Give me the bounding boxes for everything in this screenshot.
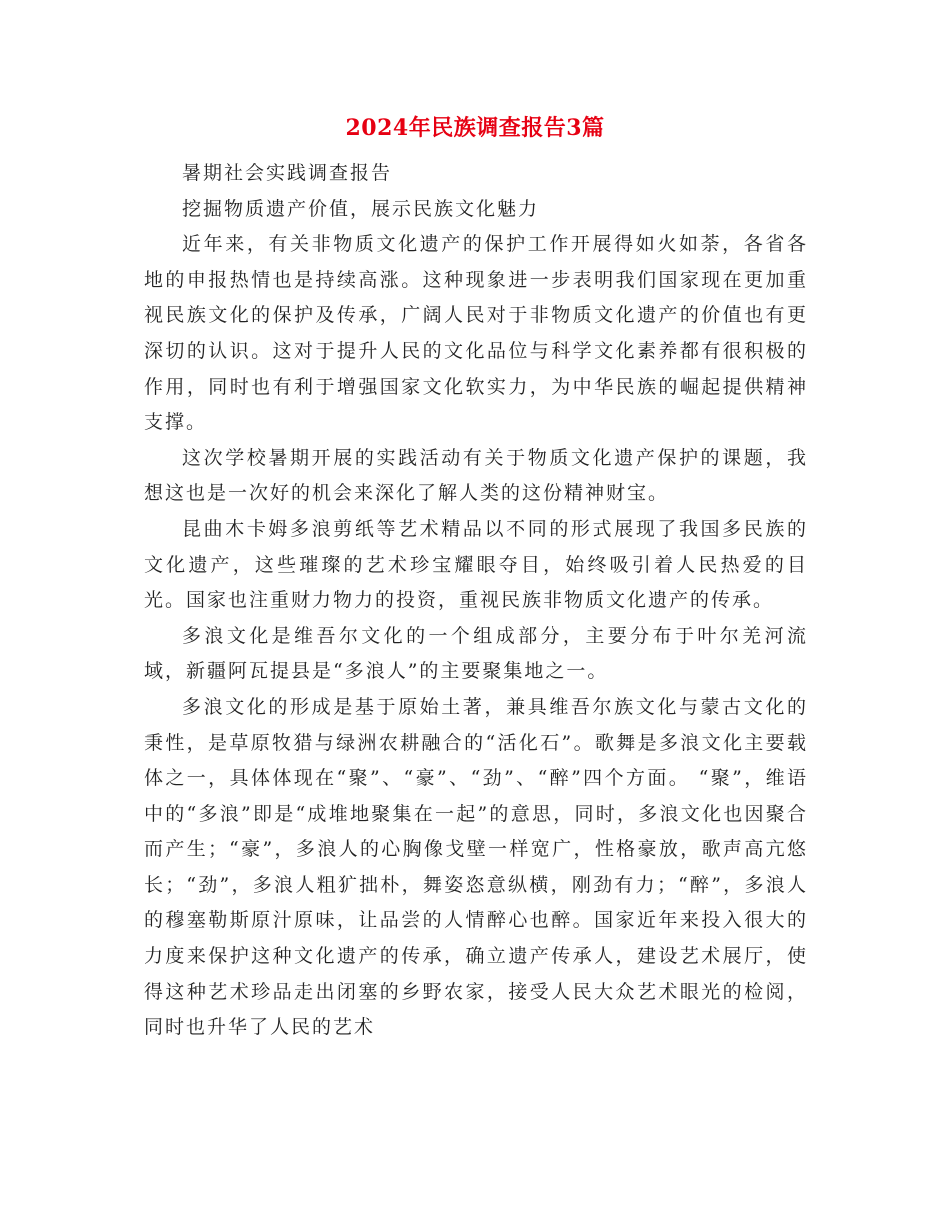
paragraph: 昆曲木卡姆多浪剪纸等艺术精品以不同的形式展现了我国多民族的文化遗产，这些璀璨的艺术珍宝耀眼夺目，始终吸引着人民热爱的目光。国家也注重财力物力的投资，重视民族非物质文化遗产的传承。 bbox=[144, 517, 808, 612]
paragraph: 多浪文化的形成是基于原始土著，兼具维吾尔族文化与蒙古文化的秉性，是草原牧猎与绿洲农耕融合的“活化石”。歌舞是多浪文化主要载体之一，具体体现在“聚”、“豪”、“劲”、“醉”四个方面。 “聚”，维语中的“多浪”即是“成堆地聚集在一起”的意思，同时，多浪文化也因聚合而产生；“豪”，多浪人的心胸像戈壁一样宽广，性格豪放，歌声高亢悠长；“劲”，多浪人粗犷拙朴，舞姿恣意纵横，刚劲有力；“醉”，多浪人的穆塞勒斯原汁原味，让品尝的人情醉心也醉。国家近年来投入很大的力度来保护这种文化遗产的传承，确立遗产传承人，建设艺术展厅，使得这种艺术珍品走出闭塞的乡野农家，接受人民大众艺术眼光的检阅，同时也升华了人民的艺术 bbox=[144, 695, 808, 1039]
document-title: 2024年民族调查报告3篇 bbox=[345, 115, 605, 141]
paragraph: 这次学校暑期开展的实践活动有关于物质文化遗产保护的课题，我想这也是一次好的机会来深化了解人类的这份精神财宝。 bbox=[144, 446, 808, 505]
paragraph: 近年来，有关非物质文化遗产的保护工作开展得如火如荼，各省各地的申报热情也是持续高涨。这种现象进一步表明我们国家现在更加重视民族文化的保护及传承，广阔人民对于非物质文化遗产的价值也有更深切的认识。这对于提升人民的文化品位与科学文化素养都有很积极的作用，同时也有利于增强国家文化软实力，为中华民族的崛起提供精神支撑。 bbox=[144, 233, 808, 434]
paragraph-subtitle: 暑期社会实践调查报告 bbox=[182, 162, 393, 184]
document-body bbox=[144, 156, 808, 1046]
paragraph: 多浪文化是维吾尔文化的一个组成部分，主要分布于叶尔羌河流域，新疆阿瓦提县是“多浪人”的主要聚集地之一。 bbox=[144, 624, 808, 683]
paragraph-theme: 挖掘物质遗产价值，展示民族文化魅力 bbox=[182, 197, 540, 220]
